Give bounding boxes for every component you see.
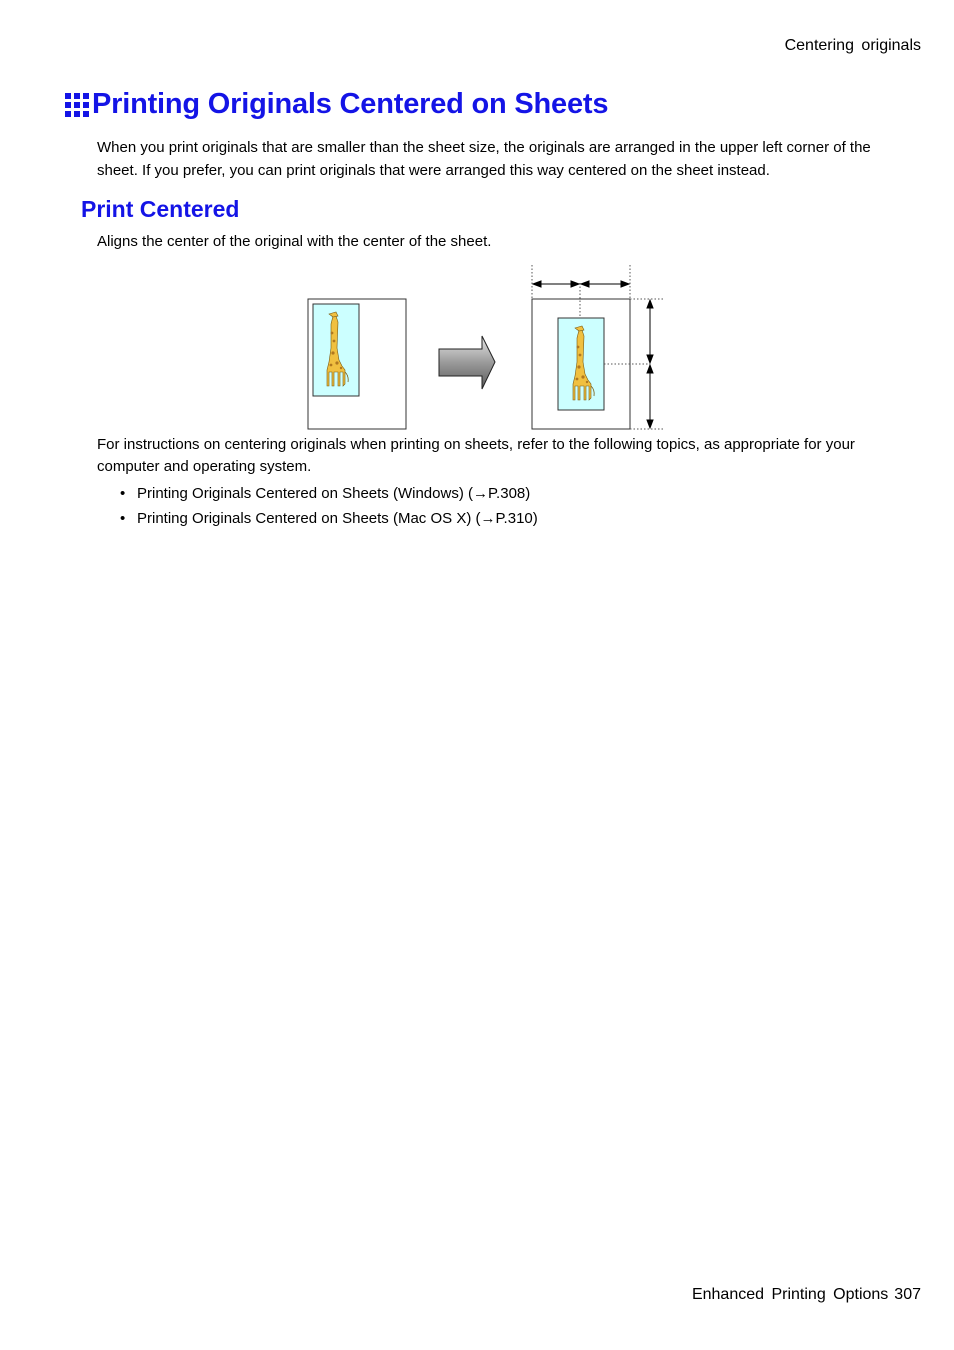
page-number: 307	[894, 1286, 921, 1303]
page-reference-link[interactable]: P.308	[487, 485, 526, 502]
vertical-dimension-arrows	[647, 300, 653, 428]
page-title: Printing Originals Centered on Sheets	[92, 88, 609, 120]
arrow-icon: →	[480, 510, 496, 527]
arrow-icon: →	[472, 485, 488, 502]
topic-text: Printing Originals Centered on Sheets (Windows) (	[137, 485, 473, 502]
paren-close: )	[525, 485, 531, 502]
page-heading	[65, 88, 608, 121]
paren-close: )	[532, 510, 538, 527]
bullet: •	[120, 510, 126, 527]
topic-text: Printing Originals Centered on Sheets (Mac OS X) (	[137, 510, 481, 527]
running-head: Centering originals	[784, 37, 921, 54]
page-footer	[692, 1286, 921, 1304]
section-description: Aligns the center of the original with the center of the sheet.	[97, 233, 492, 250]
footer-section: Enhanced Printing Options	[691, 1286, 889, 1303]
horizontal-dimension-arrows	[533, 281, 629, 287]
instructions-paragraph: For instructions on centering originals when printing on sheets, refer to the following topics, as appropriate for your computer and operating system.	[97, 436, 855, 475]
page-reference-link[interactable]: P.310	[495, 510, 533, 527]
list-item	[120, 506, 538, 531]
grid-icon	[65, 93, 89, 117]
topic-list	[120, 481, 538, 531]
right-arrow-icon	[439, 336, 495, 389]
section-title: Print Centered	[81, 196, 240, 222]
centering-diagram	[305, 262, 670, 434]
intro-paragraph: When you print originals that are smaller than the sheet size, the originals are arranged in the upper left corner of the sheet. If you prefer, you can print originals that were arranged this way centered on the sheet instead.	[97, 139, 871, 179]
list-item	[120, 481, 538, 506]
bullet: •	[120, 485, 126, 502]
